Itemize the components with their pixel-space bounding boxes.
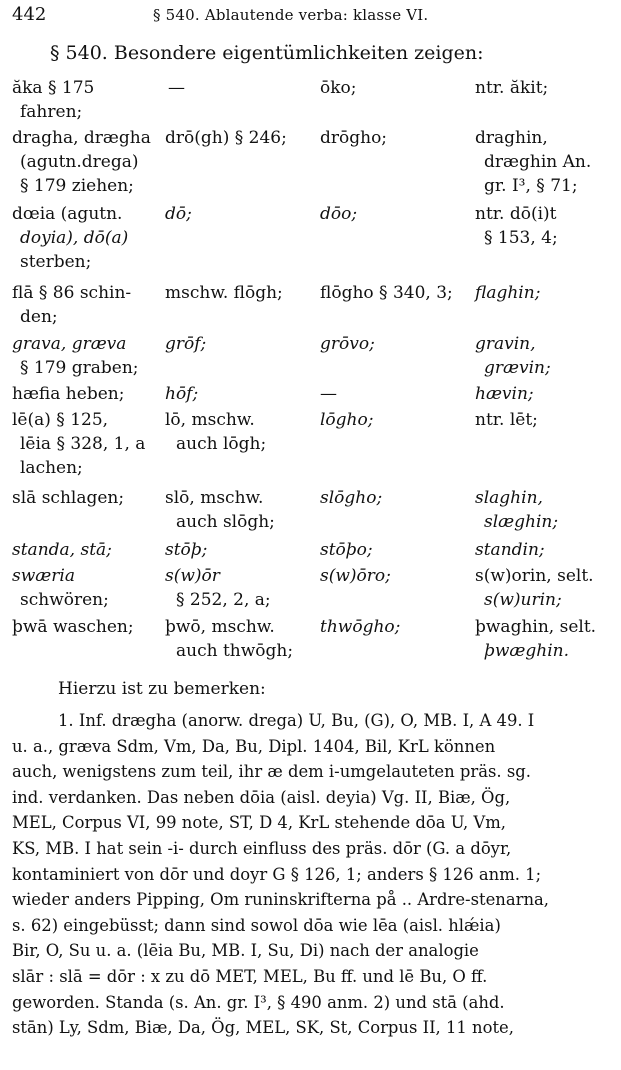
section-intro: § 540. Besondere eigentümlichkeiten zeigen: — [50, 42, 484, 64]
paragraph-line: 1. Inf. drægha (anorw. drega) U, Bu, (G), O, MB. I, A 49. I — [58, 711, 535, 730]
page-number: 442 — [12, 4, 47, 25]
form-cell: þwæghin. — [484, 641, 570, 661]
form-cell: dō; — [165, 204, 192, 224]
paragraph-line: s. 62) eingebüsst; dann sind sowol dōa wie lēa (aisl. hlǽia) — [12, 915, 501, 935]
form-cell: lō, mschw. — [165, 410, 255, 430]
form-cell: s(w)ōr — [165, 566, 220, 586]
paragraph-line: slār : slā = dōr : x zu dō MET, MEL, Bu ff. und lē Bu, O ff. — [12, 966, 488, 986]
form-cell: § 179 graben; — [20, 358, 139, 378]
form-cell: s(w)orin, selt. — [475, 566, 594, 586]
form-cell: gravin, — [475, 334, 536, 354]
form-cell: thwōgho; — [320, 617, 401, 637]
form-cell: flaghin; — [475, 283, 541, 303]
paragraph-line: KS, MB. I hat sein -i- durch einfluss des präs. dōr (G. a dōyr, — [12, 838, 512, 858]
form-cell: slā schlagen; — [12, 488, 125, 508]
form-cell: dragha, drægha — [12, 128, 151, 148]
paragraph-line: geworden. Standa (s. An. gr. I³, § 490 anm. 2) und stā (ahd. — [12, 992, 505, 1012]
form-cell: draghin, — [475, 128, 548, 148]
form-cell: drō(gh) § 246; — [165, 128, 287, 148]
form-cell: drōgho; — [320, 128, 388, 148]
form-cell: § 153, 4; — [484, 228, 558, 248]
form-cell: stōþ; — [165, 540, 208, 560]
paragraph-line: ind. verdanken. Das neben dōia (aisl. deyia) Vg. II, Biæ, Ög, — [12, 787, 511, 807]
note-heading: Hierzu ist zu bemerken: — [58, 679, 266, 699]
paragraph-line: wieder anders Pipping, Om runinskrifterna på .. Ardre-stenarna, — [12, 890, 549, 910]
paragraph-line: MEL, Corpus VI, 99 note, ST, D 4, KrL stehende dōa U, Vm, — [12, 813, 507, 833]
form-cell: þwaghin, selt. — [475, 617, 597, 637]
note-paragraph — [12, 708, 608, 1041]
form-cell: sterben; — [20, 252, 92, 272]
form-cell: fahren; — [20, 102, 83, 122]
form-cell: gr. I³, § 71; — [484, 176, 578, 196]
form-cell: swæria — [12, 566, 75, 586]
form-cell: þwō, mschw. — [165, 617, 275, 637]
form-cell: grava, græva — [12, 334, 127, 354]
form-cell: ăka § 175 — [12, 78, 95, 98]
form-cell: slaghin, — [475, 488, 543, 508]
form-cell: ōko; — [320, 78, 357, 98]
form-cell: þwā waschen; — [12, 617, 134, 637]
paragraph-line: kontaminiert von dōr und doyr G § 126, 1; anders § 126 anm. 1; — [12, 864, 542, 884]
form-cell: (agutn.drega) — [20, 152, 139, 172]
form-cell: schwören; — [20, 590, 109, 610]
form-cell: auch thwōgh; — [176, 641, 294, 661]
form-cell: auch lōgh; — [176, 434, 267, 454]
form-cell: ntr. dō(i)t — [475, 204, 557, 224]
form-cell: flā § 86 schin- — [12, 283, 132, 303]
form-cell: auch slōgh; — [176, 512, 275, 532]
form-cell: mschw. flōgh; — [165, 283, 283, 303]
form-cell: hōf; — [165, 384, 199, 404]
form-cell: hæfia heben; — [12, 384, 125, 404]
form-cell: s(w)urin; — [484, 590, 562, 610]
form-cell: lēia § 328, 1, a — [20, 434, 146, 454]
form-cell: lachen; — [20, 458, 83, 478]
form-cell: standin; — [475, 540, 545, 560]
paragraph-line: Bir, O, Su u. a. (lēia Bu, MB. I, Su, Di) nach der analogie — [12, 941, 479, 961]
form-cell: dōo; — [320, 204, 358, 224]
form-cell: dœia (agutn. — [12, 204, 123, 224]
form-cell: ntr. ăkit; — [475, 78, 549, 98]
form-cell: § 252, 2, a; — [176, 590, 271, 610]
form-cell: grōf; — [165, 334, 207, 354]
form-cell: s(w)ōro; — [320, 566, 391, 586]
form-cell: slōgho; — [320, 488, 383, 508]
paragraph-line: auch, wenigstens zum teil, ihr æ dem i-umgelauteten präs. sg. — [12, 762, 531, 782]
running-title: § 540. Ablautende verba: klasse VI. — [153, 6, 429, 24]
form-cell: — — [320, 384, 337, 404]
form-cell: ntr. lēt; — [475, 410, 538, 430]
form-cell: lē(a) § 125, — [12, 410, 109, 430]
form-cell: dræghin An. — [484, 152, 592, 172]
form-cell: grævin; — [484, 358, 551, 378]
form-cell: § 179 ziehen; — [20, 176, 134, 196]
form-cell: — — [168, 78, 185, 98]
form-cell: doyia), dō(a) — [20, 228, 129, 248]
form-cell: den; — [20, 307, 58, 327]
form-cell: slō, mschw. — [165, 488, 264, 508]
paragraph-line: stān) Ly, Sdm, Biæ, Da, Ög, MEL, SK, St, Corpus II, 11 note, — [12, 1018, 514, 1038]
form-cell: lōgho; — [320, 410, 374, 430]
form-cell: standa, stā; — [12, 540, 112, 560]
form-cell: hævin; — [475, 384, 534, 404]
form-cell: grōvo; — [320, 334, 375, 354]
form-cell: flōgho § 340, 3; — [320, 283, 453, 303]
form-cell: stōþo; — [320, 540, 373, 560]
form-cell: slæghin; — [484, 512, 559, 532]
paragraph-line: u. a., græva Sdm, Vm, Da, Bu, Dipl. 1404, Bil, KrL können — [12, 736, 496, 756]
